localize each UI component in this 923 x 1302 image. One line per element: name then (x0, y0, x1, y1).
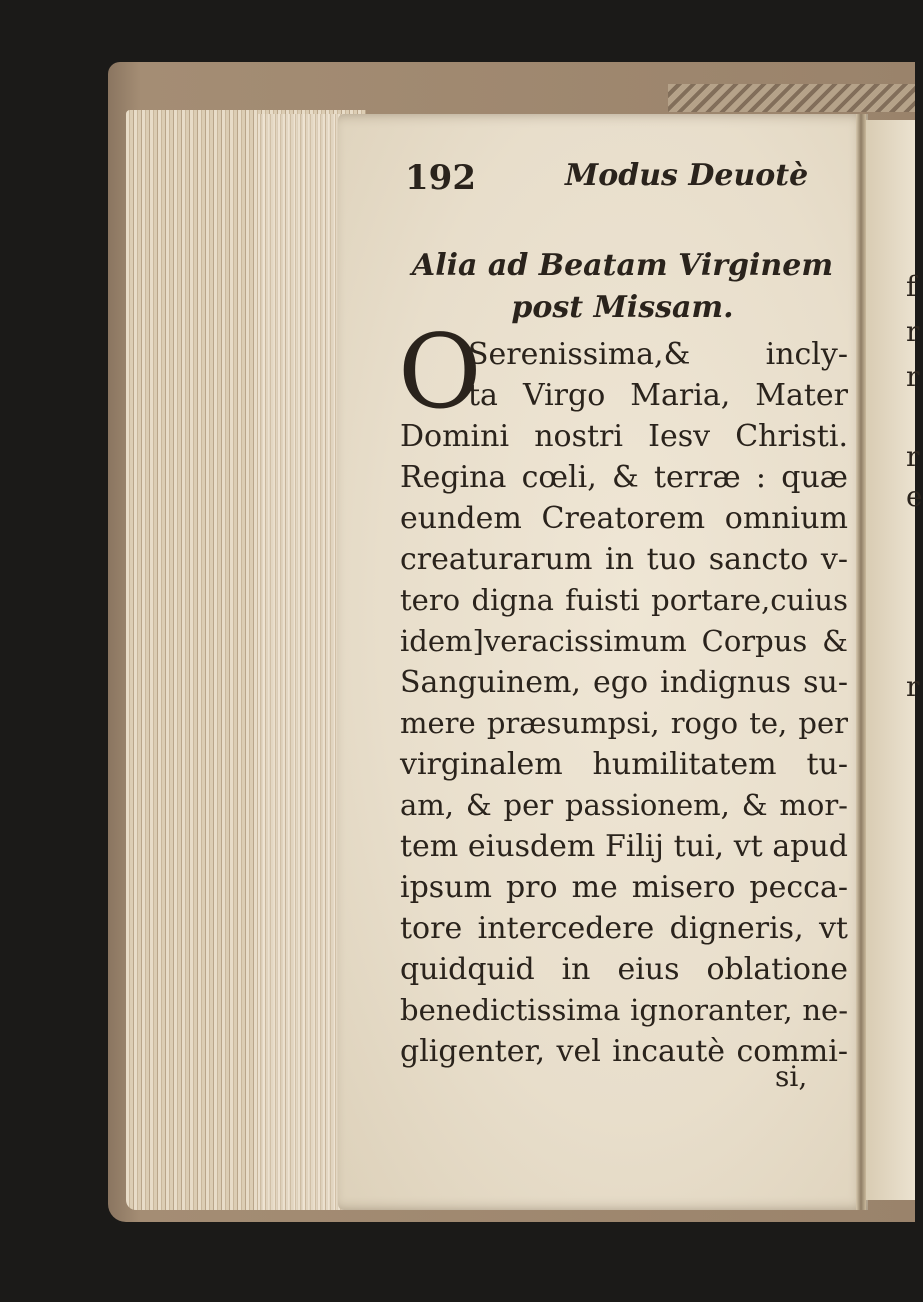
text-line: tore intercedere digneris, vt (400, 911, 848, 946)
text-line: ipsum pro me misero pecca- (400, 870, 848, 905)
text-line: benedictissima ignoranter, ne- (400, 993, 848, 1027)
drop-cap: O (398, 313, 482, 432)
text-line: virginalem humilitatem tu- (400, 747, 848, 782)
running-head: Modus Deuotè (565, 158, 809, 193)
text-line: idem]veracissimum Corpus & (400, 624, 848, 658)
headband (668, 84, 915, 112)
text-line: tem eiusdem Filij tui, vt apud (400, 829, 848, 864)
text-line: Sanguinem, ego indignus su- (400, 665, 848, 700)
text-line: eundem Creatorem omnium (400, 501, 848, 536)
page-number: 192 (405, 158, 476, 198)
gutter (856, 114, 866, 1210)
text-line: creaturarum in tuo sancto v- (400, 542, 848, 577)
facing-letter: r (906, 360, 920, 393)
facing-letter: e (906, 480, 923, 513)
facing-letter: r (906, 670, 920, 703)
text-line: Domini nostri Iesv Christi. (400, 419, 848, 454)
text-line: gligenter, vel incautè commi- (400, 1034, 848, 1069)
facing-letter: r (906, 315, 920, 348)
text-line: mere præsumpsi, rogo te, per (400, 706, 848, 740)
text-line: tero digna fuisti portare,cuius (400, 583, 848, 617)
section-title: Alia ad Beatam Virginem (411, 248, 834, 283)
facing-page (866, 120, 923, 1200)
catchword: si, (775, 1060, 808, 1093)
facing-letter: f (906, 270, 917, 303)
section-title-line-2: post Missam. (511, 290, 734, 325)
facing-letter: r (906, 440, 920, 473)
text-line: quidquid in eius oblatione (400, 952, 848, 987)
text-line: Serenissima,& incly- (468, 337, 848, 372)
text-line: ta Virgo Maria, Mater (468, 378, 848, 413)
text-line: Regina cœli, & terræ : quæ (400, 460, 848, 495)
text-line: am, & per passionem, & mor- (400, 788, 848, 822)
